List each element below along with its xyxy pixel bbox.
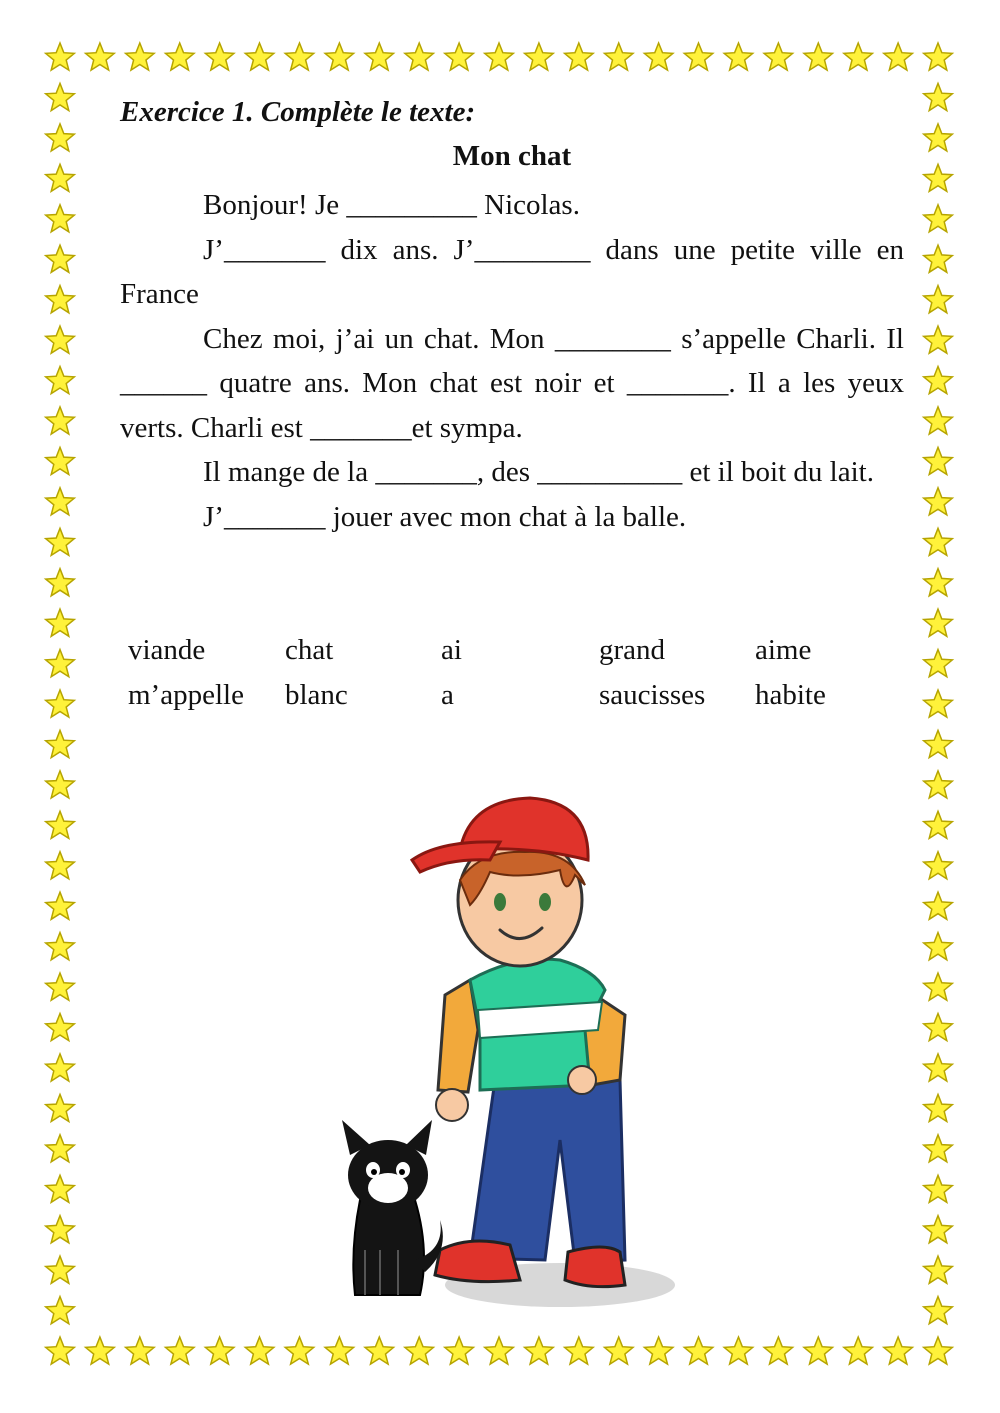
- text-segment: J’: [203, 500, 224, 533]
- star-icon: [445, 43, 474, 70]
- star-icon: [644, 43, 673, 70]
- star-icon: [724, 43, 753, 70]
- star-icon: [86, 43, 115, 70]
- star-icon: [166, 43, 195, 70]
- text-segment: quatre ans. Mon chat est noir et: [207, 367, 627, 399]
- star-icon: [924, 1175, 953, 1202]
- star-icon: [924, 690, 953, 717]
- star-icon: [924, 811, 953, 838]
- word-bank-item: viande: [128, 634, 206, 666]
- jeans-icon: [470, 1080, 625, 1262]
- star-icon: [804, 43, 833, 70]
- text-segment: Bonjour! Je: [203, 189, 347, 221]
- star-icon: [46, 650, 75, 677]
- star-icon: [605, 1337, 634, 1364]
- star-icon: [924, 650, 953, 677]
- star-icon: [684, 43, 713, 70]
- star-icon: [126, 1337, 155, 1364]
- star-icon: [844, 43, 873, 70]
- star-icon: [764, 1337, 793, 1364]
- paragraph-2: [120, 228, 904, 317]
- story-title: Mon chat: [452, 140, 572, 172]
- star-icon: [644, 1337, 673, 1364]
- blank-8[interactable]: _______: [375, 456, 477, 488]
- star-icon: [46, 1175, 75, 1202]
- star-icon: [205, 1337, 234, 1364]
- star-icon: [405, 43, 434, 70]
- left-eye-icon: [494, 893, 506, 911]
- word-bank-item: grand: [599, 634, 666, 666]
- star-icon: [46, 811, 75, 838]
- star-icon: [365, 43, 394, 70]
- star-icon: [924, 1337, 953, 1364]
- star-icon: [924, 407, 953, 434]
- star-icon: [924, 205, 953, 232]
- star-icon: [924, 1297, 953, 1324]
- star-icon: [445, 1337, 474, 1364]
- star-icon: [46, 367, 75, 394]
- star-icon: [924, 1014, 953, 1041]
- boy-with-cat-icon: [320, 780, 700, 1310]
- star-icon: [924, 933, 953, 960]
- star-icon: [924, 730, 953, 757]
- star-icon: [605, 43, 634, 70]
- star-icon: [86, 1337, 115, 1364]
- star-icon: [924, 83, 953, 110]
- star-icon: [884, 1337, 913, 1364]
- star-icon: [46, 569, 75, 596]
- star-icon: [924, 1054, 953, 1081]
- word-bank-item: a: [441, 678, 454, 711]
- text-segment: Nicolas.: [476, 189, 580, 221]
- star-icon: [46, 1256, 75, 1283]
- star-icon: [924, 1256, 953, 1283]
- blank-2[interactable]: _______: [223, 233, 326, 266]
- word-bank-item: m’appelle: [128, 678, 244, 711]
- text-segment: dix ans. J’: [325, 233, 475, 266]
- star-icon: [46, 1014, 75, 1041]
- word-bank-item: ai: [441, 634, 462, 666]
- star-icon: [924, 852, 953, 879]
- text-segment: dans une petite ville en France: [120, 233, 904, 310]
- blank-9[interactable]: __________: [537, 456, 683, 488]
- star-icon: [46, 43, 75, 70]
- star-icon: [405, 1337, 434, 1364]
- word-bank-item: habite: [755, 678, 826, 711]
- right-eye-icon: [539, 893, 551, 911]
- star-icon: [924, 528, 953, 555]
- star-icon: [46, 1094, 75, 1121]
- star-icon: [285, 43, 314, 70]
- star-icon: [924, 286, 953, 313]
- paragraph-4: [120, 450, 904, 495]
- star-icon: [46, 730, 75, 757]
- star-icon: [46, 286, 75, 313]
- star-icon: [46, 83, 75, 110]
- text-segment: s’appelle Charli. Il: [670, 322, 904, 355]
- star-icon: [46, 205, 75, 232]
- star-icon: [46, 892, 75, 919]
- text-segment: et sympa.: [411, 411, 523, 444]
- cat-icon: [342, 1120, 443, 1295]
- star-icon: [46, 1216, 75, 1243]
- star-icon: [46, 1054, 75, 1081]
- star-icon: [924, 973, 953, 1000]
- star-icon: [924, 1135, 953, 1162]
- star-icon: [245, 1337, 273, 1364]
- star-icon: [325, 1337, 354, 1364]
- star-icon: [924, 43, 953, 70]
- story-text: [120, 183, 904, 539]
- left-hand-icon: [436, 1089, 468, 1121]
- blank-6[interactable]: _______: [626, 367, 729, 399]
- text-segment: et il boit du lait.: [682, 456, 874, 488]
- star-icon: [924, 1094, 953, 1121]
- star-icon: [46, 609, 75, 636]
- star-icon: [924, 447, 953, 474]
- star-icon: [684, 1337, 713, 1364]
- star-icon: [46, 690, 75, 717]
- star-icon: [804, 1337, 833, 1364]
- blank-1[interactable]: _________: [346, 189, 477, 221]
- text-segment: , des: [476, 456, 538, 488]
- star-icon: [325, 43, 354, 70]
- blank-7[interactable]: _______: [310, 411, 412, 444]
- star-icon: [46, 1135, 75, 1162]
- star-icon: [924, 569, 953, 596]
- blank-5[interactable]: ______: [120, 367, 207, 399]
- star-icon: [205, 43, 234, 70]
- word-bank: [128, 628, 888, 717]
- star-icon: [565, 43, 594, 70]
- star-icon: [924, 245, 953, 272]
- star-icon: [565, 1337, 594, 1364]
- star-icon: [46, 1297, 75, 1324]
- right-hand-icon: [568, 1066, 596, 1094]
- star-icon: [525, 1337, 554, 1364]
- word-bank-item: saucisses: [599, 678, 706, 711]
- text-segment: J’: [203, 233, 224, 266]
- star-icon: [844, 1337, 873, 1364]
- star-icon: [924, 892, 953, 919]
- star-icon: [724, 1337, 753, 1364]
- star-icon: [166, 1337, 195, 1364]
- star-icon: [485, 1337, 514, 1364]
- blank-10[interactable]: _______: [223, 500, 326, 533]
- word-bank-row-1: [128, 628, 888, 673]
- star-icon: [924, 771, 953, 798]
- star-icon: [525, 43, 554, 70]
- word-bank-item: chat: [285, 634, 334, 666]
- star-icon: [126, 43, 155, 70]
- left-shoe-icon: [435, 1241, 520, 1282]
- star-icon: [924, 609, 953, 636]
- paragraph-3: [120, 317, 904, 451]
- exercise-heading: Exercice 1. Complète le texte:: [120, 96, 476, 128]
- blank-4[interactable]: ________: [554, 322, 671, 355]
- star-icon: [924, 1216, 953, 1243]
- star-icon: [365, 1337, 394, 1364]
- star-icon: [46, 771, 75, 798]
- star-icon: [485, 43, 514, 70]
- text-segment: jouer avec mon chat à la balle.: [325, 500, 687, 533]
- word-bank-item: blanc: [285, 678, 348, 711]
- paragraph-5: [120, 495, 904, 540]
- star-icon: [46, 933, 75, 960]
- star-icon: [46, 245, 75, 272]
- star-icon: [46, 447, 75, 474]
- text-segment: . Il a les yeux verts. Charli est: [120, 367, 905, 444]
- star-icon: [46, 326, 75, 353]
- star-icon: [46, 528, 75, 555]
- star-icon: [924, 488, 953, 515]
- star-icon: [924, 326, 953, 353]
- word-bank-row-2: [128, 673, 888, 718]
- star-icon: [46, 488, 75, 515]
- star-icon: [46, 973, 75, 1000]
- star-icon: [924, 367, 953, 394]
- star-icon: [245, 43, 273, 70]
- star-icon: [46, 407, 75, 434]
- star-icon: [884, 43, 913, 70]
- star-icon: [285, 1337, 314, 1364]
- text-segment: Chez moi, j’ai un chat. Mon: [203, 322, 555, 355]
- star-icon: [764, 43, 793, 70]
- star-icon: [46, 852, 75, 879]
- right-shoe-icon: [565, 1247, 625, 1287]
- text-segment: Il mange de la: [203, 456, 376, 488]
- blank-3[interactable]: ________: [474, 233, 591, 266]
- word-bank-item: aime: [755, 634, 812, 666]
- star-icon: [46, 1337, 75, 1364]
- paragraph-1: [120, 183, 904, 228]
